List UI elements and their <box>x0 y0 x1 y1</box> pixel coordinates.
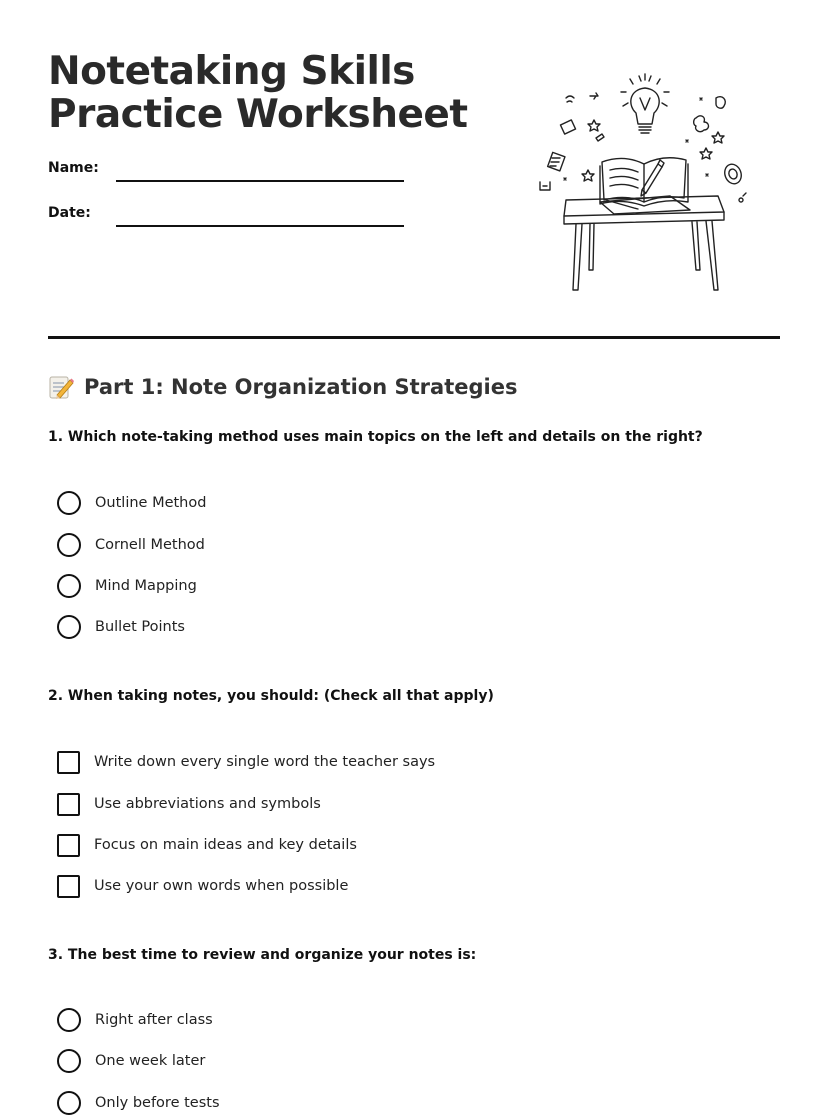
checkbox[interactable] <box>57 834 80 857</box>
radio-button[interactable] <box>57 491 81 515</box>
part1-title: Part 1: Note Organization Strategies <box>84 375 518 399</box>
name-label: Name: <box>48 160 99 176</box>
title-line-1: Notetaking Skills <box>48 49 415 94</box>
radio-button[interactable] <box>57 1091 81 1115</box>
q1-option-outline-method[interactable] <box>57 490 206 516</box>
option-label: Write down every single word the teacher says <box>94 754 436 770</box>
q3-option-one-week-later[interactable] <box>57 1048 205 1074</box>
name-input-line[interactable] <box>116 180 404 182</box>
checkbox[interactable] <box>57 793 80 816</box>
section-divider <box>48 336 780 339</box>
radio-button[interactable] <box>57 1049 81 1073</box>
q2-option-main-ideas[interactable] <box>57 832 357 858</box>
page-title <box>48 50 468 136</box>
title-line-2: Practice Worksheet <box>48 92 468 137</box>
option-label: Right after class <box>95 1012 213 1028</box>
option-label: Mind Mapping <box>95 578 197 594</box>
option-label: Focus on main ideas and key details <box>94 837 357 853</box>
question-2: 2. When taking notes, you should: (Check all that apply) <box>48 688 494 704</box>
checkbox[interactable] <box>57 751 80 774</box>
q1-option-mind-mapping[interactable] <box>57 573 197 599</box>
option-label: Use your own words when possible <box>94 878 349 894</box>
radio-button[interactable] <box>57 1008 81 1032</box>
option-label: Outline Method <box>95 495 207 511</box>
radio-button[interactable] <box>57 615 81 639</box>
option-label: Use abbreviations and symbols <box>94 796 321 812</box>
option-label: Cornell Method <box>95 537 205 553</box>
radio-button[interactable] <box>57 574 81 598</box>
lightbulb-icon <box>621 74 669 133</box>
question-3: 3. The best time to review and organize your notes is: <box>48 947 477 963</box>
q1-option-cornell-method[interactable] <box>57 532 205 558</box>
memo-icon <box>48 374 74 400</box>
doodle-icons <box>540 93 746 202</box>
date-field <box>48 205 408 235</box>
desk-book-lightbulb-illustration <box>530 68 760 294</box>
q1-option-bullet-points[interactable] <box>57 614 185 640</box>
desk-icon <box>564 196 724 290</box>
option-label: One week later <box>95 1053 206 1069</box>
date-label: Date: <box>48 205 91 221</box>
option-label: Bullet Points <box>95 619 185 635</box>
checkbox[interactable] <box>57 875 80 898</box>
part1-heading <box>48 374 517 400</box>
q2-option-own-words[interactable] <box>57 873 348 899</box>
date-input-line[interactable] <box>116 225 404 227</box>
q2-option-abbreviations[interactable] <box>57 791 321 817</box>
radio-button[interactable] <box>57 533 81 557</box>
option-label: Only before tests <box>95 1095 220 1111</box>
q3-option-right-after-class[interactable] <box>57 1007 213 1033</box>
name-field <box>48 160 408 190</box>
q2-option-write-every-word[interactable] <box>57 749 435 775</box>
q3-option-only-before-tests[interactable] <box>57 1090 220 1116</box>
question-1: 1. Which note-taking method uses main topics on the left and details on the right? <box>48 429 703 445</box>
